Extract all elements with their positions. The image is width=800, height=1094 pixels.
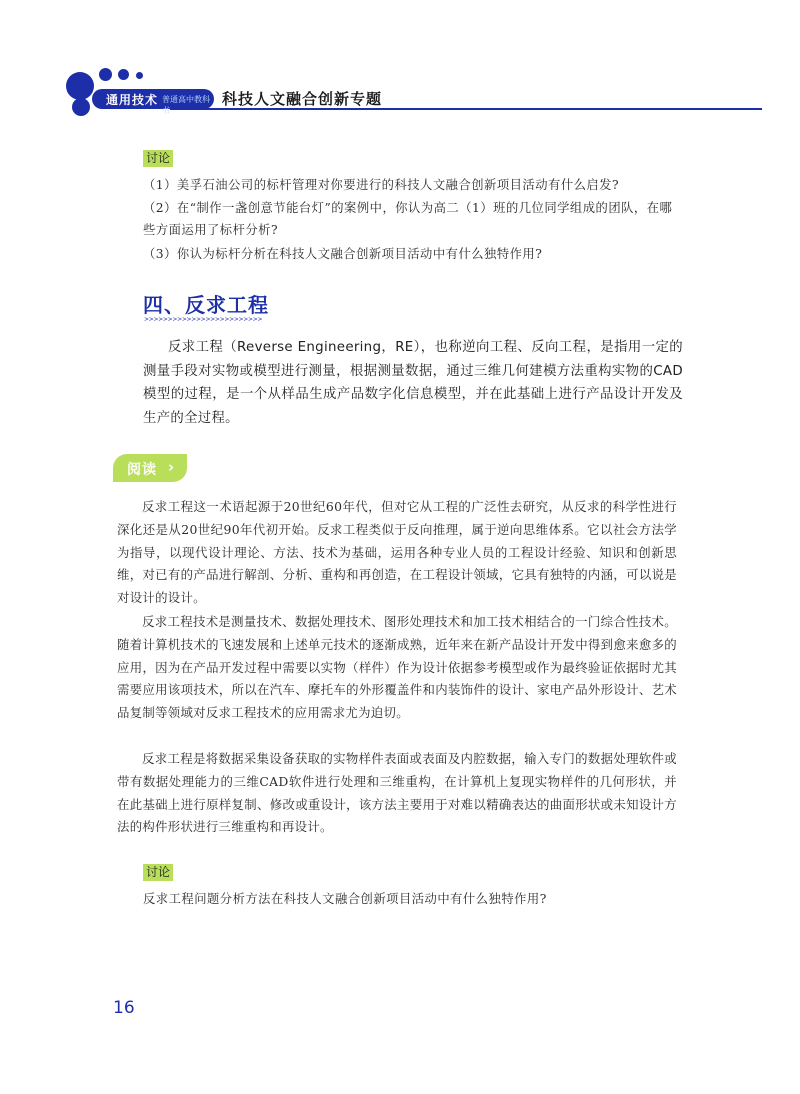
header-rule bbox=[170, 108, 762, 110]
discussion-tag: 讨论 bbox=[143, 150, 173, 167]
header-dot-medium bbox=[99, 68, 112, 81]
subject-label: 通用技术 bbox=[106, 93, 159, 107]
subject-badge bbox=[92, 89, 214, 115]
series-title: 科技人文融合创新专题 bbox=[222, 90, 383, 108]
discussion-question-1: （1）美孚石油公司的标杆管理对你要进行的科技人文融合创新项目活动有什么启发? bbox=[143, 178, 620, 192]
reading-paragraph-1: 反求工程这一术语起源于20世纪60年代，但对它从工程的广泛性去研究，从反求的科学性进行深化还是从20世纪90年代初开始。反求工程类似于反向推理，属于逆向思维体系。它以社会方法学为指导，以现代设计理论、方法、技术为基础，运用各种专业人员的工程设计经验、知识和创新思维，对已有的产品进行解剖、分析、重构和再创造，在工程设计领域，它具有独特的内涵，可以说是对设计的设计。 bbox=[117, 499, 677, 606]
section-title: 四、反求工程 bbox=[143, 293, 269, 317]
section-title-chevrons: >>>>>>>>>>>>>>>>>>>>>>>>> bbox=[144, 316, 263, 323]
header-dot-small bbox=[118, 69, 129, 80]
page-number: 16 bbox=[113, 998, 135, 1018]
discussion-tag-2: 讨论 bbox=[143, 864, 173, 881]
reading-paragraph-2: 反求工程技术是测量技术、数据处理技术、图形处理技术和加工技术相结合的一门综合性技术。随着计算机技术的飞速发展和上述单元技术的逐渐成熟，近年来在新产品设计开发中得到愈来愈多的应用，因为在产品开发过程中需要以实物（样件）作为设计依据参考模型或作为最终验证依据时尤其需要应用该项技术，所以在汽车、摩托车的外形覆盖件和内装饰件的设计、家电产品外形设计、艺术品复制等领域对反求工程技术的应用需求尤为迫切。 bbox=[117, 614, 677, 721]
header-dot-under bbox=[72, 98, 90, 116]
chevron-right-icon: › bbox=[168, 458, 175, 476]
discussion-question-3: （3）你认为标杆分析在科技人文融合创新项目活动中有什么独特作用? bbox=[143, 247, 543, 261]
discussion-question-2: （2）在“制作一盏创意节能台灯”的案例中，你认为高二（1）班的几位同学组成的团队，在哪些方面运用了标杆分析? bbox=[143, 201, 673, 237]
reading-badge bbox=[113, 454, 187, 482]
section-paragraph: 反求工程（Reverse Engineering，RE），也称逆向工程、反向工程，是指用一定的测量手段对实物或模型进行测量，根据测量数据，通过三维几何建模方法重构实物的CAD模型的过程，是一个从样品生成产品数字化信息模型，并在此基础上进行产品设计开发及生产的全过程。 bbox=[143, 340, 683, 426]
header-dot-tiny bbox=[136, 72, 143, 79]
discussion-question-final: 反求工程问题分析方法在科技人文融合创新项目活动中有什么独特作用? bbox=[143, 892, 547, 906]
header-dot-large bbox=[66, 72, 94, 100]
edition-label: 普通高中教科书 bbox=[162, 95, 210, 115]
reading-label: 阅读 bbox=[127, 462, 157, 478]
reading-paragraph-3: 反求工程是将数据采集设备获取的实物样件表面或表面及内腔数据，输入专门的数据处理软件或带有数据处理能力的三维CAD软件进行处理和三维重构，在计算机上复现实物样件的几何形状，并在此基础上进行原样复制、修改或重设计，该方法主要用于对难以精确表达的曲面形状或未知设计方法的构件形状进行三维重构和再设计。 bbox=[117, 751, 677, 835]
